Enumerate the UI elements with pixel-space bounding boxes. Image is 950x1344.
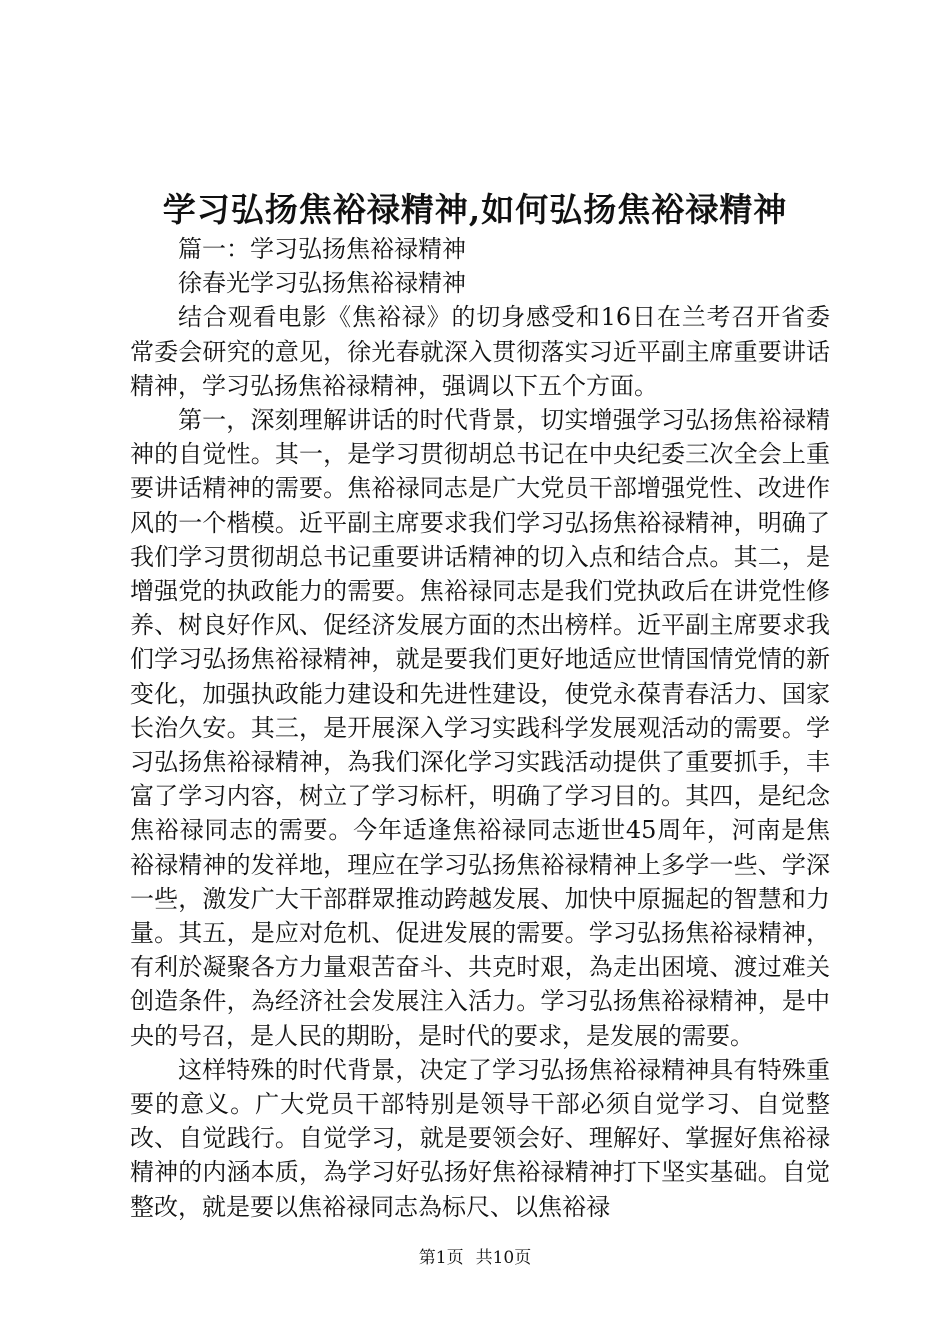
body-paragraph: 这样特殊的时代背景，决定了学习弘扬焦裕禄精神具有特殊重要的意义。广大党员干部特别是领导干部必须自觉学习、自觉整改、自觉践行。自觉学习，就是要领会好、理解好、掌握好焦裕禄精神的内涵本质，為学习好弘扬好焦裕禄精神打下坚实基础。自觉整改，就是要以焦裕禄同志為标尺、以焦裕禄 — [130, 1055, 830, 1221]
document-body — [130, 232, 830, 1224]
body-paragraph: 结合观看电影《焦裕禄》的切身感受和16日在兰考召开省委常委会研究的意见，徐光春就深入贯彻落实习近平副主席重要讲话精神，学习弘扬焦裕禄精神，强调以下五个方面。 — [130, 303, 830, 400]
document-title: 学习弘扬焦裕禄精神,如何弘扬焦裕禄精神 — [162, 190, 788, 229]
article-heading: 徐春光学习弘扬焦裕禄精神 — [178, 269, 466, 298]
section-heading: 篇一：学习弘扬焦裕禄精神 — [178, 235, 466, 263]
page-total: 共10页 — [475, 1248, 532, 1268]
page-footer — [0, 1247, 950, 1269]
page-number: 第1页 — [418, 1248, 464, 1268]
body-paragraph: 第一，深刻理解讲话的时代背景，切实增强学习弘扬焦裕禄精神的自觉性。其一，是学习贯彻胡总书记在中央纪委三次全会上重要讲话精神的需要。焦裕禄同志是广大党员干部增强党性、改进作风的一个楷模。近平副主席要求我们学习弘扬焦裕禄精神，明确了我们学习贯彻胡总书记重要讲话精神的切入点和结合点。其二，是增强党的执政能力的需要。焦裕禄同志是我们党执政后在讲党性修养、树良好作风、促经济发展方面的杰出榜样。近平副主席要求我们学习弘扬焦裕禄精神，就是要我们更好地适应世情国情党情的新变化，加强执政能力建设和先进性建设，使党永葆青春活力、国家长治久安。其三，是开展深入学习实践科学发展观活动的需要。学习弘扬焦裕禄精神，為我们深化学习实践活动提供了重要抓手，丰富了学习内容，树立了学习标杆，明确了学习目的。其四，是纪念焦裕禄同志的需要。今年适逢焦裕禄同志逝世45周年，河南是焦裕禄精神的发祥地，理应在学习弘扬焦裕禄精神上多学一些、学深一些，激发广大干部群眾推动跨越发展、加快中原掘起的智慧和力量。其五，是应对危机、促进发展的需要。学习弘扬焦裕禄精神，有利於凝聚各方力量艰苦奋斗、共克时艰，為走出困境、渡过难关创造条件，為经济社会发展注入活力。学习弘扬焦裕禄精神，是中央的号召，是人民的期盼，是时代的要求，是发展的需要。 — [130, 406, 830, 1050]
